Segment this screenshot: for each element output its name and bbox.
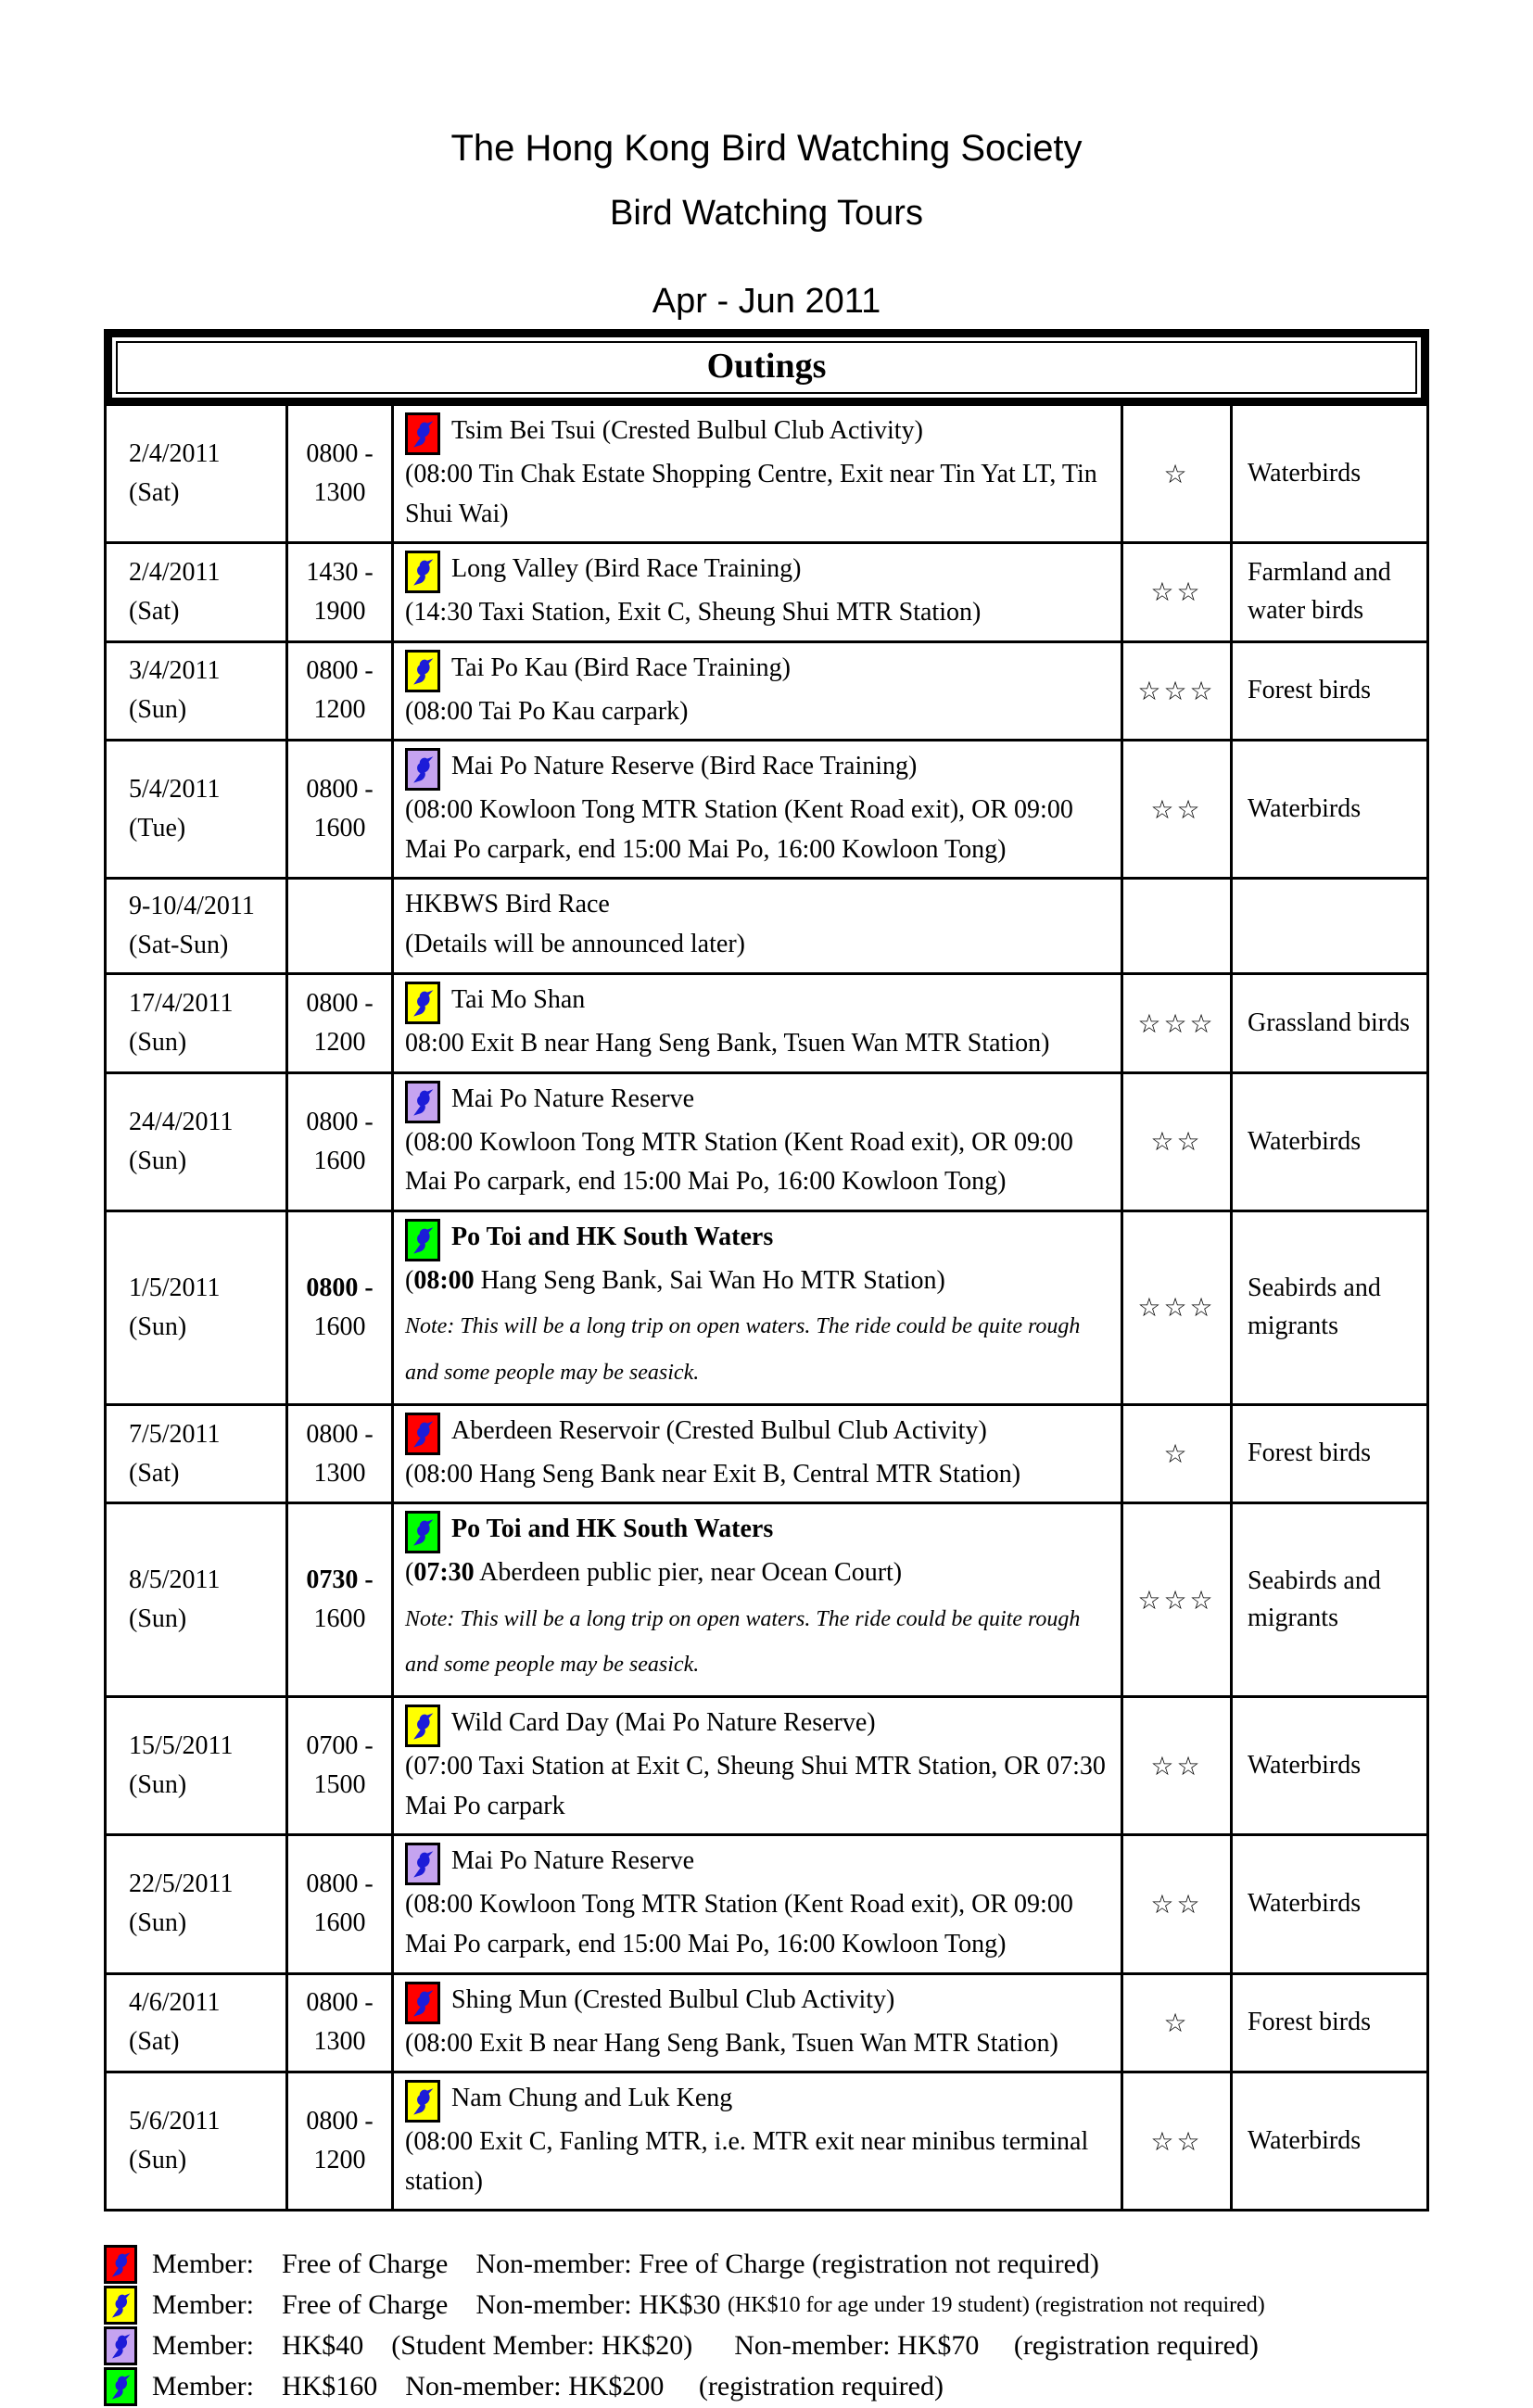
bird-type-cell: Seabirds and migrants bbox=[1232, 1210, 1428, 1404]
tour-desc-cell bbox=[393, 1404, 1122, 1503]
bird-type-cell: Forest birds bbox=[1232, 1404, 1428, 1503]
tour-time-cell bbox=[287, 1072, 393, 1210]
outing-row bbox=[106, 1210, 1428, 1404]
tour-time-start: 0800 - bbox=[306, 2107, 374, 2136]
tour-title-line bbox=[405, 885, 1109, 925]
tour-date: 22/5/2011 bbox=[129, 1869, 234, 1899]
bird-glyph-icon bbox=[411, 1086, 435, 1118]
tour-location: (08:00 Tai Po Kau carpark) bbox=[405, 696, 689, 726]
tour-time-start: 1430 - bbox=[306, 557, 374, 587]
bird-category-icon bbox=[104, 2286, 137, 2325]
tour-date-cell bbox=[106, 879, 287, 974]
difficulty-stars-cell: ☆ bbox=[1122, 1404, 1232, 1503]
bird-glyph-icon bbox=[411, 418, 435, 450]
bird-category-icon bbox=[405, 1219, 440, 1261]
tour-location: (08:00 Hang Seng Bank near Exit B, Central MTR Station) bbox=[405, 1459, 1021, 1489]
tour-time-start: 0800 - bbox=[306, 656, 374, 686]
tour-desc-cell bbox=[393, 1210, 1122, 1404]
outing-row bbox=[106, 741, 1428, 879]
tour-title: Mai Po Nature Reserve (Bird Race Training) bbox=[451, 752, 918, 781]
tour-date-cell bbox=[106, 1973, 287, 2072]
tour-desc-cell bbox=[393, 1503, 1122, 1697]
tour-location-time: 08:00 bbox=[413, 1265, 475, 1295]
tour-time-end: 1200 bbox=[313, 2146, 366, 2175]
outing-row bbox=[106, 1072, 1428, 1210]
difficulty-stars-cell: ☆☆ bbox=[1122, 1697, 1232, 1835]
tour-title: Po Toi and HK South Waters bbox=[451, 1222, 774, 1251]
tour-time-end: 1200 bbox=[313, 695, 366, 725]
tour-title-line bbox=[405, 1981, 1109, 2024]
tour-title-line bbox=[405, 1218, 1109, 1261]
bird-type-cell: Waterbirds bbox=[1232, 1072, 1428, 1210]
bird-glyph-icon bbox=[109, 2332, 132, 2360]
bird-category-icon bbox=[405, 1982, 440, 2024]
legend-row bbox=[104, 2367, 1429, 2406]
tour-title: Wild Card Day (Mai Po Nature Reserve) bbox=[451, 1708, 876, 1738]
tour-title-line bbox=[405, 1842, 1109, 1885]
bird-category-icon bbox=[405, 650, 440, 692]
tour-title: Tai Po Kau (Bird Race Training) bbox=[451, 653, 791, 682]
tour-date-cell bbox=[106, 741, 287, 879]
outings-table-body bbox=[106, 406, 1428, 2211]
tour-desc-cell bbox=[393, 1973, 1122, 2072]
tour-time-start: 0800 - bbox=[306, 439, 374, 469]
tour-time-end: 1600 bbox=[313, 1312, 366, 1341]
outings-header-band bbox=[104, 329, 1429, 406]
tour-day: (Sun) bbox=[129, 1146, 187, 1175]
tour-date: 5/4/2011 bbox=[129, 775, 221, 805]
tour-date: 2/4/2011 bbox=[129, 557, 221, 587]
tour-location: 08:00 Exit B near Hang Seng Bank, Tsuen Wan MTR Station) bbox=[405, 1029, 1050, 1058]
page-title: The Hong Kong Bird Watching Society bbox=[450, 128, 1083, 169]
tour-title-line bbox=[405, 649, 1109, 692]
bird-category-icon bbox=[405, 1843, 440, 1885]
tour-date-cell bbox=[106, 1835, 287, 1973]
legend-fee-smallprint: (HK$10 for age under 19 student) (registration not required) bbox=[727, 2292, 1265, 2317]
tour-day: (Sun) bbox=[129, 1770, 187, 1800]
tour-date-cell bbox=[106, 1697, 287, 1835]
difficulty-stars-cell: ☆☆☆ bbox=[1122, 641, 1232, 741]
tour-date-cell bbox=[106, 543, 287, 642]
tour-date: 24/4/2011 bbox=[129, 1107, 234, 1136]
tour-desc-cell bbox=[393, 974, 1122, 1073]
legend-fee-text: Member: HK$160 Non-member: HK$200 (registration required) bbox=[152, 2371, 944, 2402]
tour-date-cell bbox=[106, 1072, 287, 1210]
tour-date: 2/4/2011 bbox=[129, 439, 221, 469]
tour-location-paren: ( bbox=[405, 1265, 414, 1295]
tour-time-start: 0800 - bbox=[306, 1869, 374, 1899]
tour-time-end: 1200 bbox=[313, 1028, 366, 1058]
bird-glyph-icon bbox=[411, 556, 435, 588]
outing-row bbox=[106, 1404, 1428, 1503]
tour-time-start: 0700 - bbox=[306, 1731, 374, 1761]
bird-glyph-icon bbox=[411, 2085, 435, 2117]
outing-row bbox=[106, 406, 1428, 543]
bird-type-cell: Forest birds bbox=[1232, 1973, 1428, 2072]
tour-title: Po Toi and HK South Waters bbox=[451, 1515, 774, 1544]
difficulty-stars-cell: ☆ bbox=[1122, 1973, 1232, 2072]
outings-table bbox=[104, 406, 1429, 2212]
tour-note: Note: This will be a long trip on open waters. The ride could be quite rough and some people may be seasick. bbox=[405, 1606, 1081, 1678]
bird-type-cell: Farmland and water birds bbox=[1232, 543, 1428, 642]
bird-glyph-icon bbox=[411, 1710, 435, 1742]
bird-category-icon bbox=[405, 551, 440, 593]
tour-title-line bbox=[405, 1412, 1109, 1455]
tour-title: Mai Po Nature Reserve bbox=[451, 1084, 695, 1113]
bird-type-cell: Waterbirds bbox=[1232, 741, 1428, 879]
tour-desc-cell bbox=[393, 879, 1122, 974]
difficulty-stars-cell: ☆☆ bbox=[1122, 543, 1232, 642]
tour-time-cell bbox=[287, 1503, 393, 1697]
tour-time-start: 0800 - bbox=[306, 989, 374, 1019]
tour-date: 17/4/2011 bbox=[129, 989, 234, 1019]
difficulty-stars-cell: ☆ bbox=[1122, 406, 1232, 543]
tour-day: (Sat-Sun) bbox=[129, 931, 229, 960]
tour-date: 1/5/2011 bbox=[129, 1273, 221, 1302]
tour-time-cell bbox=[287, 543, 393, 642]
bird-type-cell: Waterbirds bbox=[1232, 1835, 1428, 1973]
document-page bbox=[104, 0, 1429, 2406]
difficulty-stars-cell bbox=[1122, 879, 1232, 974]
tour-location-time: 07:30 bbox=[413, 1558, 475, 1588]
tour-time-cell bbox=[287, 406, 393, 543]
tour-time-start: 0800 - bbox=[306, 1988, 374, 2018]
tour-time-cell bbox=[287, 1697, 393, 1835]
bird-category-icon bbox=[405, 1705, 440, 1747]
bird-category-icon bbox=[104, 2245, 137, 2284]
tour-day: (Sat) bbox=[129, 2027, 180, 2057]
bird-glyph-icon bbox=[411, 1516, 435, 1548]
tour-date: 4/6/2011 bbox=[129, 1988, 221, 2018]
tour-title-line bbox=[405, 1080, 1109, 1123]
legend-row bbox=[104, 2245, 1429, 2284]
bird-glyph-icon bbox=[411, 1418, 435, 1450]
tour-location-paren: ( bbox=[405, 1558, 414, 1588]
bird-type-cell: Waterbirds bbox=[1232, 406, 1428, 543]
outing-row bbox=[106, 543, 1428, 642]
bird-glyph-icon bbox=[109, 2291, 132, 2319]
tour-desc-cell bbox=[393, 2072, 1122, 2211]
tour-title: Mai Po Nature Reserve bbox=[451, 1846, 695, 1876]
tour-time-end: 1600 bbox=[313, 1908, 366, 1938]
tour-day: (Sat) bbox=[129, 596, 180, 626]
bird-glyph-icon bbox=[411, 987, 435, 1019]
tour-title: HKBWS Bird Race bbox=[405, 890, 610, 919]
difficulty-stars-cell: ☆☆ bbox=[1122, 1072, 1232, 1210]
bird-category-icon bbox=[104, 2367, 137, 2406]
tour-time-cell bbox=[287, 2072, 393, 2211]
tour-date-cell bbox=[106, 1503, 287, 1697]
bird-category-icon bbox=[405, 748, 440, 791]
tour-time-end: 1900 bbox=[313, 596, 366, 626]
bird-category-icon bbox=[405, 412, 440, 455]
tour-location: (14:30 Taxi Station, Exit C, Sheung Shui MTR Station) bbox=[405, 598, 982, 627]
tour-time-cell bbox=[287, 641, 393, 741]
tour-time-start: 0800 - bbox=[306, 1273, 374, 1302]
tour-time-end: 1600 bbox=[313, 1604, 366, 1634]
tour-note: Note: This will be a long trip on open waters. The ride could be quite rough and some people may be seasick. bbox=[405, 1314, 1081, 1385]
page-subtitle: Bird Watching Tours bbox=[610, 194, 923, 233]
bird-type-cell: Grassland birds bbox=[1232, 974, 1428, 1073]
bird-glyph-icon bbox=[411, 1987, 435, 2019]
bird-type-cell: Seabirds and migrants bbox=[1232, 1503, 1428, 1697]
tour-time-cell bbox=[287, 1973, 393, 2072]
bird-type-cell bbox=[1232, 879, 1428, 974]
bird-type-cell: Waterbirds bbox=[1232, 1697, 1428, 1835]
legend-fee-text: Member: Free of Charge Non-member: HK$30 bbox=[152, 2289, 728, 2321]
tour-time-cell bbox=[287, 1835, 393, 1973]
tour-title-line bbox=[405, 550, 1109, 593]
bird-glyph-icon bbox=[109, 2373, 132, 2401]
bird-glyph-icon bbox=[411, 655, 435, 687]
tour-day: (Sun) bbox=[129, 2146, 187, 2175]
tour-day: (Tue) bbox=[129, 814, 186, 843]
tour-time-start: 0800 - bbox=[306, 1107, 374, 1136]
bird-glyph-icon bbox=[411, 754, 435, 785]
tour-time-cell bbox=[287, 879, 393, 974]
bird-category-icon bbox=[405, 982, 440, 1024]
tour-title: Tsim Bei Tsui (Crested Bulbul Club Activity) bbox=[451, 416, 923, 445]
bird-glyph-icon bbox=[109, 2250, 132, 2278]
tour-day: (Sun) bbox=[129, 1312, 187, 1341]
period-label: Apr - Jun 2011 bbox=[652, 282, 881, 321]
tour-location: (08:00 Kowloon Tong MTR Station (Kent Road exit), OR 09:00 Mai Po carpark, end 15:00 Mai Po, 16:00 Kowloon Tong) bbox=[405, 795, 1073, 864]
tour-title-line bbox=[405, 412, 1109, 455]
tour-date-cell bbox=[106, 1210, 287, 1404]
difficulty-stars-cell: ☆☆ bbox=[1122, 2072, 1232, 2211]
bird-category-icon bbox=[405, 1413, 440, 1455]
tour-title-line bbox=[405, 1704, 1109, 1747]
tour-location: (07:00 Taxi Station at Exit C, Sheung Shui MTR Station, OR 07:30 Mai Po carpark bbox=[405, 1752, 1106, 1820]
tour-title: Shing Mun (Crested Bulbul Club Activity) bbox=[451, 1984, 895, 2014]
bird-type-cell: Forest birds bbox=[1232, 641, 1428, 741]
tour-time-cell bbox=[287, 974, 393, 1073]
outing-row bbox=[106, 1835, 1428, 1973]
outing-row bbox=[106, 879, 1428, 974]
outing-row bbox=[106, 1973, 1428, 2072]
tour-time-cell bbox=[287, 1210, 393, 1404]
tour-time-end: 1500 bbox=[313, 1770, 366, 1800]
tour-title: Tai Mo Shan bbox=[451, 985, 586, 1015]
tour-location: (08:00 Exit C, Fanling MTR, i.e. MTR exit near minibus terminal station) bbox=[405, 2127, 1089, 2196]
bird-category-icon bbox=[104, 2326, 137, 2365]
difficulty-stars-cell: ☆☆ bbox=[1122, 741, 1232, 879]
tour-title: Nam Chung and Luk Keng bbox=[451, 2084, 733, 2113]
outing-row bbox=[106, 974, 1428, 1073]
tour-title: Long Valley (Bird Race Training) bbox=[451, 554, 802, 584]
tour-time-end: 1600 bbox=[313, 1146, 366, 1175]
tour-location: (08:00 Kowloon Tong MTR Station (Kent Road exit), OR 09:00 Mai Po carpark, end 15:00 Mai Po, 16:00 Kowloon Tong) bbox=[405, 1890, 1073, 1958]
tour-day: (Sun) bbox=[129, 1028, 187, 1058]
difficulty-stars-cell: ☆☆☆ bbox=[1122, 974, 1232, 1073]
bird-type-cell: Waterbirds bbox=[1232, 2072, 1428, 2211]
tour-time-end: 1300 bbox=[313, 478, 366, 508]
tour-time-end: 1300 bbox=[313, 1458, 366, 1488]
difficulty-stars-cell: ☆☆☆ bbox=[1122, 1210, 1232, 1404]
tour-desc-cell bbox=[393, 641, 1122, 741]
fee-legend bbox=[104, 2245, 1429, 2406]
tour-date: 8/5/2011 bbox=[129, 1565, 221, 1595]
legend-fee-text: Member: Free of Charge Non-member: Free of Charge (registration not required) bbox=[152, 2249, 1099, 2280]
tour-location: (07:30 Aberdeen public pier, near Ocean Court) bbox=[405, 1558, 903, 1588]
difficulty-stars-cell: ☆☆☆ bbox=[1122, 1503, 1232, 1697]
tour-desc-cell bbox=[393, 1835, 1122, 1973]
bird-category-icon bbox=[405, 1511, 440, 1553]
tour-date-cell bbox=[106, 2072, 287, 2211]
outing-row bbox=[106, 2072, 1428, 2211]
tour-day: (Sun) bbox=[129, 695, 187, 725]
tour-date-cell bbox=[106, 1404, 287, 1503]
tour-time-cell bbox=[287, 1404, 393, 1503]
legend-fee-text: Member: HK$40 (Student Member: HK$20) Non-member: HK$70 (registration required) bbox=[152, 2330, 1259, 2362]
tour-title-line bbox=[405, 1510, 1109, 1553]
tour-time-start: 0800 - bbox=[306, 1419, 374, 1449]
tour-day: (Sat) bbox=[129, 478, 180, 508]
outing-row bbox=[106, 641, 1428, 741]
legend-row bbox=[104, 2326, 1429, 2365]
tour-desc-cell bbox=[393, 406, 1122, 543]
tour-time-end: 1300 bbox=[313, 2027, 366, 2057]
tour-date-cell bbox=[106, 974, 287, 1073]
bird-glyph-icon bbox=[411, 1224, 435, 1256]
tour-time-end: 1600 bbox=[313, 814, 366, 843]
tour-date: 5/6/2011 bbox=[129, 2107, 221, 2136]
tour-desc-cell bbox=[393, 741, 1122, 879]
tour-location: (08:00 Exit B near Hang Seng Bank, Tsuen Wan MTR Station) bbox=[405, 2028, 1058, 2058]
tour-day: (Sat) bbox=[129, 1458, 180, 1488]
tour-location: (08:00 Hang Seng Bank, Sai Wan Ho MTR Station) bbox=[405, 1265, 945, 1295]
tour-title-line bbox=[405, 747, 1109, 791]
tour-date: 7/5/2011 bbox=[129, 1419, 221, 1449]
tour-time-start: 0800 - bbox=[306, 775, 374, 805]
tour-day: (Sun) bbox=[129, 1604, 187, 1634]
tour-location: (Details will be announced later) bbox=[405, 929, 745, 958]
tour-desc-cell bbox=[393, 1072, 1122, 1210]
tour-date-cell bbox=[106, 406, 287, 543]
tour-location: (08:00 Kowloon Tong MTR Station (Kent Road exit), OR 09:00 Mai Po carpark, end 15:00 Mai Po, 16:00 Kowloon Tong) bbox=[405, 1127, 1073, 1197]
tour-desc-cell bbox=[393, 543, 1122, 642]
outing-row bbox=[106, 1503, 1428, 1697]
table-title: Outings bbox=[116, 341, 1417, 394]
tour-date: 3/4/2011 bbox=[129, 656, 221, 686]
tour-day: (Sun) bbox=[129, 1908, 187, 1938]
difficulty-stars-cell: ☆☆ bbox=[1122, 1835, 1232, 1973]
legend-row bbox=[104, 2286, 1429, 2325]
bird-glyph-icon bbox=[411, 1848, 435, 1880]
tour-date: 9-10/4/2011 bbox=[129, 892, 255, 921]
tour-time-start: 0730 - bbox=[306, 1565, 374, 1595]
tour-title-line bbox=[405, 2079, 1109, 2123]
tour-time-cell bbox=[287, 741, 393, 879]
tour-title: Aberdeen Reservoir (Crested Bulbul Club Activity) bbox=[451, 1415, 987, 1445]
bird-category-icon bbox=[405, 1081, 440, 1123]
tour-date: 15/5/2011 bbox=[129, 1731, 234, 1761]
tour-location: (08:00 Tin Chak Estate Shopping Centre, Exit near Tin Yat LT, Tin Shui Wai) bbox=[405, 460, 1097, 528]
outing-row bbox=[106, 1697, 1428, 1835]
tour-title-line bbox=[405, 981, 1109, 1024]
tour-date-cell bbox=[106, 641, 287, 741]
bird-category-icon bbox=[405, 2080, 440, 2123]
tour-desc-cell bbox=[393, 1697, 1122, 1835]
